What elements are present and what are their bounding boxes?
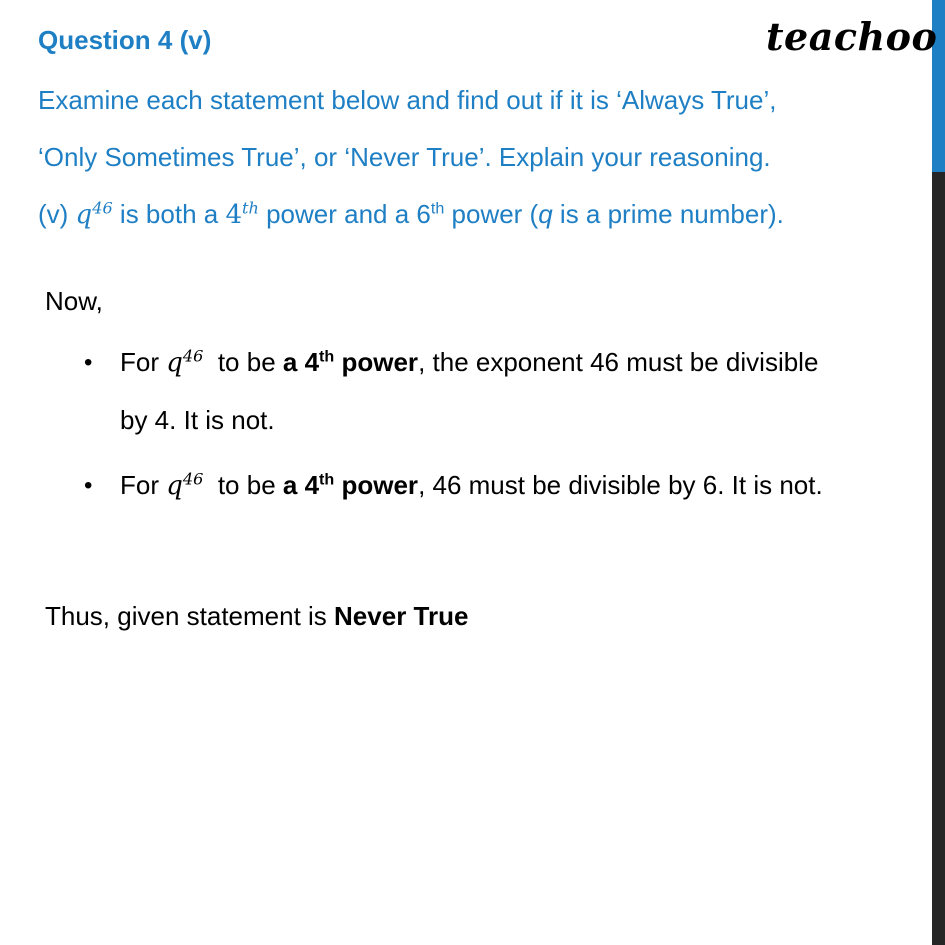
question-line-1: Examine each statement below and find out if it is ‘Always True’,: [38, 85, 777, 115]
conclusion: Thus, given statement is Never True: [45, 601, 469, 631]
bullet-2-symbol: •: [84, 472, 93, 499]
bullet-1-symbol: •: [84, 349, 93, 376]
question-label: Question 4 (v): [38, 25, 212, 55]
question-line-2: ‘Only Sometimes True’, or ‘Never True’. Explain your reasoning.: [38, 142, 771, 172]
bullet-1-text: For $q^{46}$ to be a 4th power, the exponent 46 must be divisible: [120, 346, 819, 378]
bullet-1-continuation: by 4. It is not.: [120, 405, 275, 435]
bullet-2-text: For $q^{46}$ to be a 4th power, 46 must be divisible by 6. It is not.: [120, 469, 823, 501]
question-line-3: (v) $q^{46}$ is both a 4th power and a 6th power (q is a prime number).: [38, 198, 784, 230]
now-label: Now,: [45, 286, 103, 316]
teachoo-logo: teachoo: [766, 14, 938, 59]
